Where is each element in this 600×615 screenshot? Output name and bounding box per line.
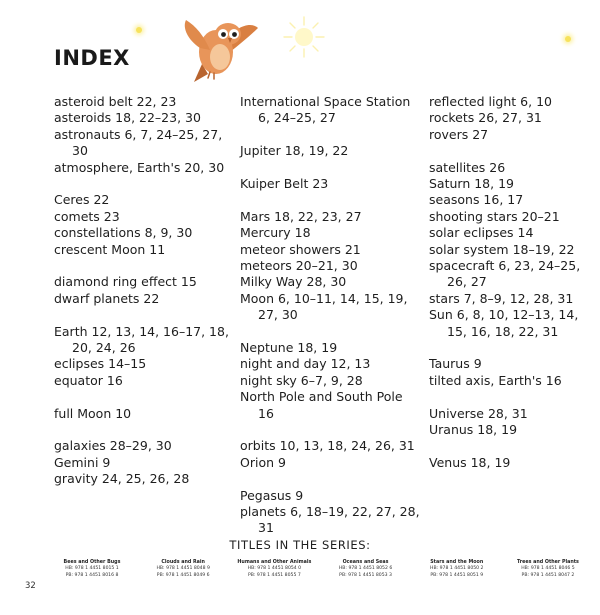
index-group <box>54 438 232 487</box>
index-entry: dwarf planets 22 <box>54 290 160 306</box>
index-entry: North Pole and South Pole 16 <box>240 389 403 421</box>
index-entry: Uranus 18, 19 <box>429 422 518 438</box>
index-entry: Pegasus 9 <box>240 487 304 503</box>
index-entry: solar eclipses 14 <box>429 225 534 241</box>
index-entry: Earth 12, 13, 14, 16–17, 18, 20, 24, 26 <box>54 323 229 356</box>
series-heading: TITLES IN THE SERIES: <box>229 538 371 552</box>
index-group <box>240 209 422 324</box>
index-entry: seasons 16, 17 <box>429 192 524 208</box>
index-entry: Universe 28, 31 <box>429 405 528 421</box>
index-group <box>429 406 593 439</box>
book-isbn-pb: PB: 978 1 4451 8055 7 <box>247 572 301 578</box>
index-entry: Kuiper Belt 23 <box>240 176 329 191</box>
index-column-3 <box>429 94 593 488</box>
index-entry: galaxies 28–29, 30 <box>54 438 172 454</box>
index-entry: eclipses 14–15 <box>54 356 147 372</box>
index-group <box>429 94 593 143</box>
index-entry: Mercury 18 <box>240 225 311 241</box>
index-entry: Milky Way 28, 30 <box>240 274 347 290</box>
index-group <box>240 438 422 471</box>
book-title: Trees and Other Plants <box>516 560 579 565</box>
series-book <box>141 559 225 579</box>
book-isbn-pb: PB: 978 1 4451 8047 2 <box>521 572 575 578</box>
index-column-2 <box>240 94 422 553</box>
index-entry: asteroid belt 22, 23 <box>54 94 177 109</box>
sun-glow-icon <box>281 14 327 60</box>
book-title: Humans and Other Animals <box>237 560 312 565</box>
book-isbn-hb: HB: 978 1 4451 8054 0 <box>247 566 302 571</box>
index-entry: crescent Moon 11 <box>54 241 166 257</box>
index-group <box>240 340 422 422</box>
page-number: 32 <box>25 581 36 591</box>
index-entry: Saturn 18, 19 <box>429 176 514 192</box>
index-entry: Venus 18, 19 <box>429 454 511 470</box>
index-entry: shooting stars 20–21 <box>429 208 560 224</box>
index-group <box>429 160 593 340</box>
index-group <box>54 192 232 258</box>
index-entry: comets 23 <box>54 208 120 224</box>
index-group <box>54 94 232 176</box>
index-entry: solar system 18–19, 22 <box>429 241 575 257</box>
book-title: Bees and Other Bugs <box>63 560 121 565</box>
index-entry: reflected light 6, 10 <box>429 94 552 109</box>
index-entry: Moon 6, 10–11, 14, 15, 19, 27, 30 <box>240 290 408 323</box>
index-entry: Mars 18, 22, 23, 27 <box>240 208 362 224</box>
index-entry: International Space Station 6, 24–25, 27 <box>240 94 411 126</box>
index-entry: astronauts 6, 7, 24–25, 27, 30 <box>54 126 223 159</box>
series-book <box>415 559 499 579</box>
book-isbn-pb: PB: 978 1 4451 8053 3 <box>339 572 392 578</box>
book-isbn-pb: PB: 978 1 4451 8049 6 <box>156 572 210 578</box>
index-group <box>240 488 422 537</box>
index-entry: orbits 10, 13, 18, 24, 26, 31 <box>240 438 415 454</box>
book-isbn-hb: HB: 978 1 4451 8015 1 <box>65 566 119 571</box>
index-group <box>54 274 232 307</box>
book-isbn-hb: HB: 978 1 4451 8050 2 <box>430 566 484 571</box>
index-entry: rovers 27 <box>429 126 489 142</box>
book-isbn-pb: PB: 978 1 4451 8051 9 <box>430 572 484 578</box>
series-list <box>50 559 590 579</box>
index-entry: diamond ring effect 15 <box>54 274 197 290</box>
index-entry: planets 6, 18–19, 22, 27, 28, 31 <box>240 504 420 536</box>
index-entry: Taurus 9 <box>429 356 482 372</box>
book-isbn-hb: HB: 978 1 4451 8052 6 <box>338 566 393 571</box>
owl-illustration <box>180 14 260 86</box>
index-entry: full Moon 10 <box>54 405 132 421</box>
index-entry: meteors 20–21, 30 <box>240 258 358 274</box>
star-dot-icon <box>136 27 142 33</box>
series-book <box>506 559 590 579</box>
series-book <box>324 559 408 579</box>
index-group <box>240 176 422 192</box>
index-entry: spacecraft 6, 23, 24–25, 26, 27 <box>429 258 581 290</box>
index-entry: rockets 26, 27, 31 <box>429 110 542 126</box>
index-entry: atmosphere, Earth's 20, 30 <box>54 159 225 175</box>
index-group <box>240 143 422 159</box>
index-entry: asteroids 18, 22–23, 30 <box>54 110 201 126</box>
index-entry: gravity 24, 25, 26, 28 <box>54 471 190 487</box>
index-entry: Orion 9 <box>240 454 286 470</box>
index-entry: stars 7, 8–9, 12, 28, 31 <box>429 290 574 306</box>
index-entry: Jupiter 18, 19, 22 <box>240 143 349 159</box>
index-entry: Neptune 18, 19 <box>240 340 338 356</box>
index-entry: constellations 8, 9, 30 <box>54 225 193 241</box>
index-group <box>429 455 593 471</box>
index-entry: Gemini 9 <box>54 454 111 470</box>
index-group <box>54 324 232 390</box>
index-entry: Ceres 22 <box>54 192 110 208</box>
index-entry: meteor showers 21 <box>240 241 361 257</box>
index-entry: night and day 12, 13 <box>240 356 371 372</box>
index-group <box>54 406 232 422</box>
index-entry: equator 16 <box>54 372 123 388</box>
series-book <box>50 559 134 579</box>
series-book <box>232 559 316 579</box>
index-group <box>240 94 422 127</box>
index-group <box>429 356 593 389</box>
book-title: Oceans and Seas <box>342 560 389 565</box>
index-entry: Sun 6, 8, 10, 12–13, 14, 15, 16, 18, 22, 31 <box>429 307 579 339</box>
index-entry: tilted axis, Earth's 16 <box>429 372 562 388</box>
index-entry: satellites 26 <box>429 159 506 175</box>
index-entry: night sky 6–7, 9, 28 <box>240 372 363 388</box>
book-title: Stars and the Moon <box>430 560 484 565</box>
book-isbn-hb: HB: 978 1 4451 8048 9 <box>156 566 210 571</box>
page-title: INDEX <box>54 46 130 70</box>
star-dot-icon <box>565 36 571 42</box>
book-isbn-hb: HB: 978 1 4451 8046 5 <box>521 566 575 571</box>
index-column-1 <box>54 94 232 504</box>
book-isbn-pb: PB: 978 1 4451 8016 8 <box>65 572 119 578</box>
book-title: Clouds and Rain <box>161 560 205 565</box>
